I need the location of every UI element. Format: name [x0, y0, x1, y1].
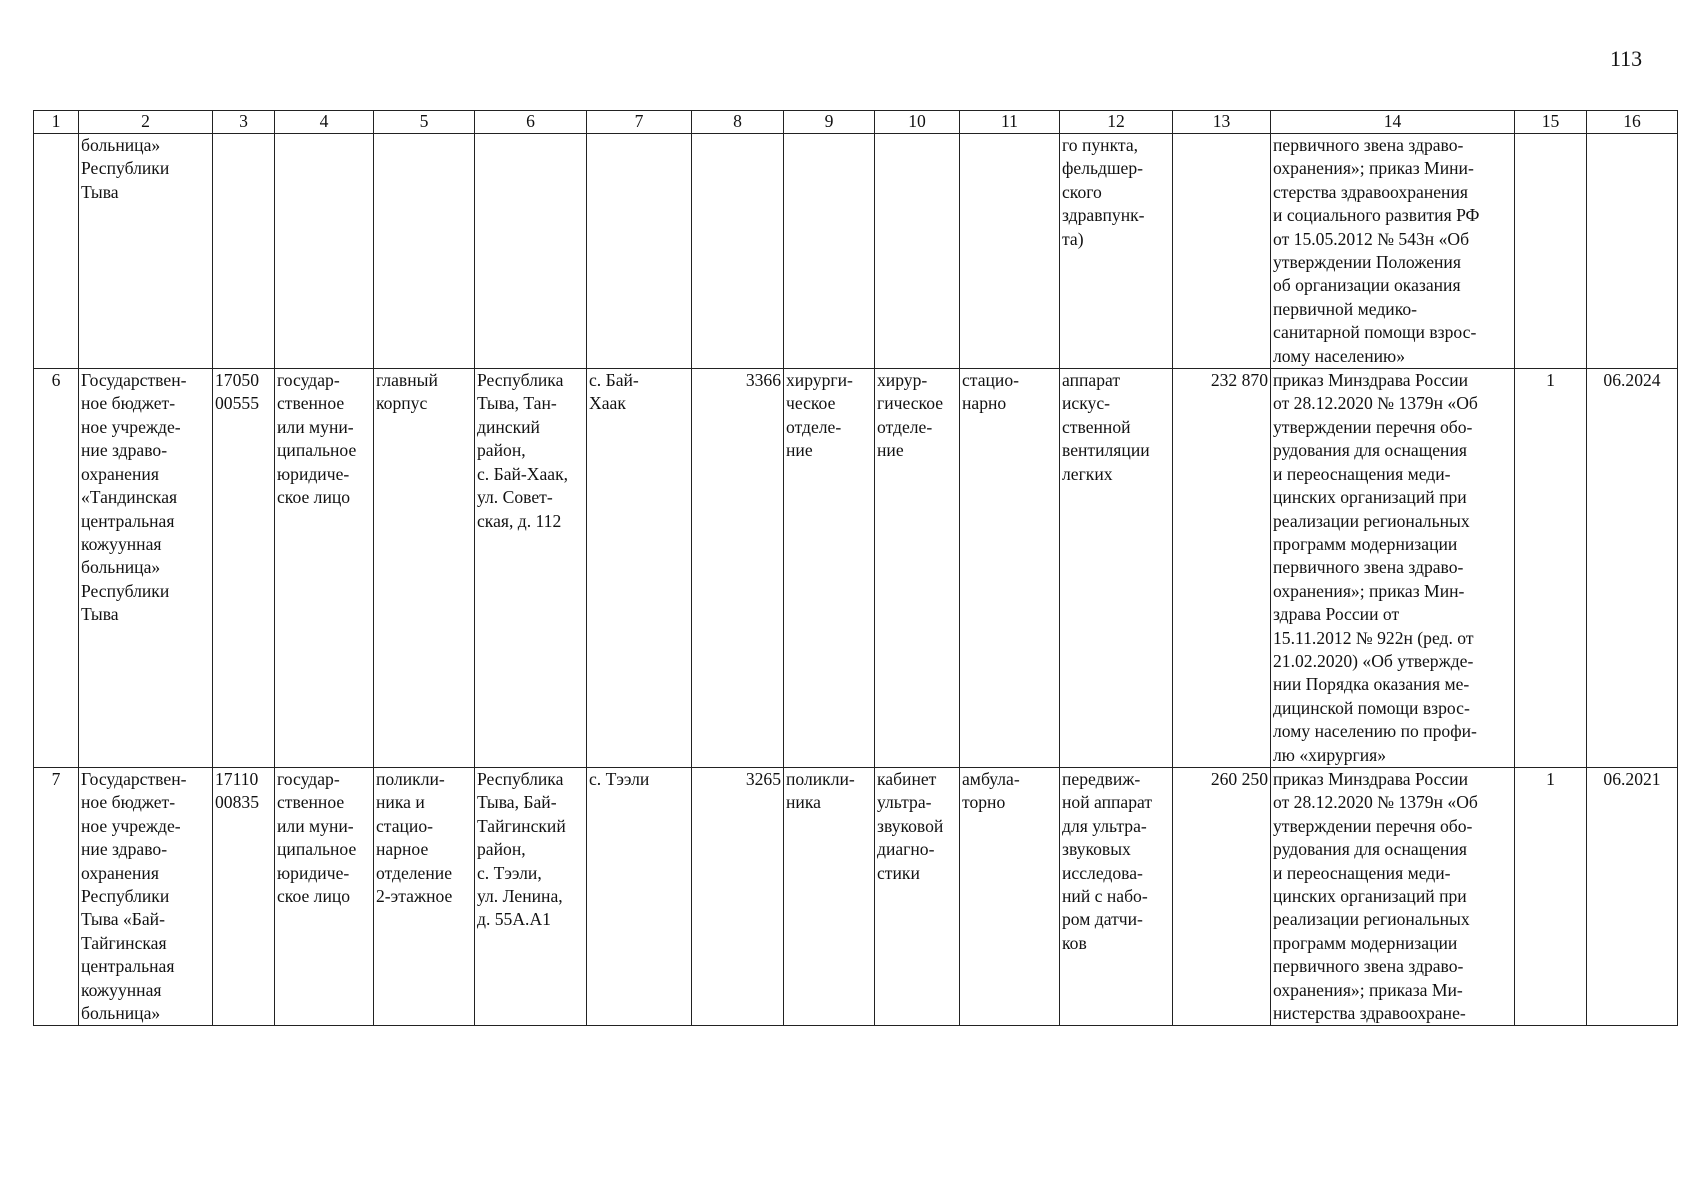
column-header: 12	[1060, 111, 1173, 134]
cell-text: 1	[1546, 768, 1555, 789]
cell-care-mode	[960, 134, 1060, 369]
column-header: 8	[692, 111, 784, 134]
cell-code	[213, 767, 275, 1025]
cell-text: 06.2024	[1603, 370, 1661, 391]
cell-regulation	[1271, 767, 1515, 1025]
cell-text: государ- ственное или муни- ципальное юридиче- ское лицо	[277, 370, 357, 508]
page-number: 113	[1610, 46, 1643, 71]
cell-text: 260 250	[1210, 768, 1268, 789]
cell-equipment	[1060, 767, 1173, 1025]
cell-text: 17110 00835	[215, 768, 259, 813]
cell-text: 3265	[745, 768, 781, 789]
cell-text: с. Бай- Хаак	[589, 370, 639, 414]
cell-text: кабинет ультра- звуковой диагно- стики	[877, 768, 944, 883]
cell-quantity	[1515, 369, 1587, 768]
cell-legal-form	[275, 134, 374, 369]
document-table	[33, 110, 1678, 1026]
cell-population	[692, 767, 784, 1025]
cell-quantity	[1515, 134, 1587, 369]
cell-text: 232 870	[1210, 370, 1268, 391]
cell-text: 3366	[745, 370, 781, 391]
cell-regulation	[1271, 369, 1515, 768]
column-header: 4	[275, 111, 374, 134]
column-header: 14	[1271, 111, 1515, 134]
cell-quantity	[1515, 767, 1587, 1025]
cell-text: 06.2021	[1603, 768, 1661, 789]
cell-department	[784, 134, 875, 369]
cell-number	[34, 767, 79, 1025]
cell-legal-form	[275, 369, 374, 768]
cell-text: 1	[1546, 370, 1555, 391]
cell-text: государ- ственное или муни- ципальное юридиче- ское лицо	[277, 768, 357, 906]
cell-text: главный корпус	[376, 370, 438, 414]
cell-care-mode	[960, 767, 1060, 1025]
cell-unit	[875, 369, 960, 768]
cell-text: приказ Минздрава России от 28.12.2020 № 1379н «Об утверждении перечня обо- рудования для оснащения и переоснащения меди- цинских организаций при реализации региональных программ модернизации первичного звена здраво- охранения»; приказ Мин- здрава России от 15.11.2012 № 922н (ред. от 21.02.2020) «Об утвержде- нии Порядка оказания ме- дицинской помощи взрос- лому населению по профи- лю «хирургия»	[1273, 370, 1478, 765]
cell-text: хирур- гическое отделе- ние	[877, 370, 944, 461]
cell-text: стацио- нарно	[962, 370, 1020, 414]
cell-text: первичного звена здраво- охранения»; приказ Мини- стерства здравоохранения и социального развития РФ от 15.05.2012 № 543н «Об утверждении Положения об организации оказания первичной медико- санитарной помощи взрос- лому населению»	[1273, 135, 1480, 366]
cell-department	[784, 767, 875, 1025]
cell-date	[1587, 767, 1678, 1025]
cell-text: с. Тээли	[589, 768, 650, 789]
cell-number	[34, 134, 79, 369]
cell-amount	[1173, 767, 1271, 1025]
column-header: 15	[1515, 111, 1587, 134]
cell-number	[34, 369, 79, 768]
cell-text: аппарат искус- ственной вентиляции легких	[1062, 370, 1150, 484]
table-row	[34, 369, 1678, 768]
column-header: 9	[784, 111, 875, 134]
cell-code	[213, 134, 275, 369]
cell-code	[213, 369, 275, 768]
cell-address	[475, 767, 587, 1025]
cell-text: 17050 00555	[215, 370, 259, 414]
cell-building	[374, 767, 475, 1025]
cell-date	[1587, 369, 1678, 768]
cell-department	[784, 369, 875, 768]
cell-amount	[1173, 369, 1271, 768]
cell-population	[692, 134, 784, 369]
cell-care-mode	[960, 369, 1060, 768]
cell-text: Республика Тыва, Тан- динский район, с. Бай-Хаак, ул. Совет- ская, д. 112	[477, 370, 569, 531]
column-header: 2	[79, 111, 213, 134]
column-header: 5	[374, 111, 475, 134]
column-header: 6	[475, 111, 587, 134]
cell-unit	[875, 767, 960, 1025]
cell-date	[1587, 134, 1678, 369]
cell-text: приказ Минздрава России от 28.12.2020 № 1379н «Об утверждении перечня обо- рудования для оснащения и переоснащения меди- цинских организаций при реализации региональных программ модернизации первичного звена здраво- охранения»; приказа Ми- нистерства здравоохране-	[1273, 768, 1478, 1024]
cell-text: хирурги- ческое отделе- ние	[786, 370, 853, 461]
cell-text: поликли- ника	[786, 768, 855, 813]
cell-settlement	[587, 369, 692, 768]
cell-regulation	[1271, 134, 1515, 369]
column-header: 13	[1173, 111, 1271, 134]
cell-equipment	[1060, 369, 1173, 768]
cell-population	[692, 369, 784, 768]
cell-text: Государствен- ное бюджет- ное учрежде- ние здраво- охранения «Тандинская центральная кожуунная больница» Республики Тыва	[81, 370, 187, 625]
cell-amount	[1173, 134, 1271, 369]
cell-equipment	[1060, 134, 1173, 369]
cell-text: передвиж- ной аппарат для ультра- звуковых исследова- ний с набо- ром датчи- ков	[1062, 768, 1153, 953]
cell-address	[475, 134, 587, 369]
cell-building	[374, 369, 475, 768]
cell-text: больница» Республики Тыва	[81, 135, 170, 202]
cell-settlement	[587, 134, 692, 369]
cell-organization	[79, 134, 213, 369]
column-header: 16	[1587, 111, 1678, 134]
cell-text: 6	[51, 370, 61, 391]
column-header-row	[34, 111, 1678, 134]
column-header: 7	[587, 111, 692, 134]
cell-text: Государствен- ное бюджет- ное учрежде- ние здраво- охранения Республики Тыва «Бай- Тайгинская центральная кожуунная больница»	[81, 768, 187, 1024]
cell-organization	[79, 767, 213, 1025]
column-header: 11	[960, 111, 1060, 134]
cell-text: 7	[51, 768, 61, 789]
column-header: 3	[213, 111, 275, 134]
cell-text: амбула- торно	[962, 768, 1020, 813]
table-row	[34, 134, 1678, 369]
cell-text: го пункта, фельдшер- ского здравпунк- та)	[1062, 135, 1145, 249]
cell-text: Республика Тыва, Бай- Тайгинский район, с. Тээли, ул. Ленина, д. 55А.А1	[477, 768, 566, 930]
cell-legal-form	[275, 767, 374, 1025]
cell-unit	[875, 134, 960, 369]
cell-organization	[79, 369, 213, 768]
column-header: 1	[34, 111, 79, 134]
cell-building	[374, 134, 475, 369]
column-header: 10	[875, 111, 960, 134]
cell-settlement	[587, 767, 692, 1025]
cell-address	[475, 369, 587, 768]
cell-text: поликли- ника и стацио- нарное отделение 2-этажное	[376, 768, 453, 906]
table-row	[34, 767, 1678, 1025]
